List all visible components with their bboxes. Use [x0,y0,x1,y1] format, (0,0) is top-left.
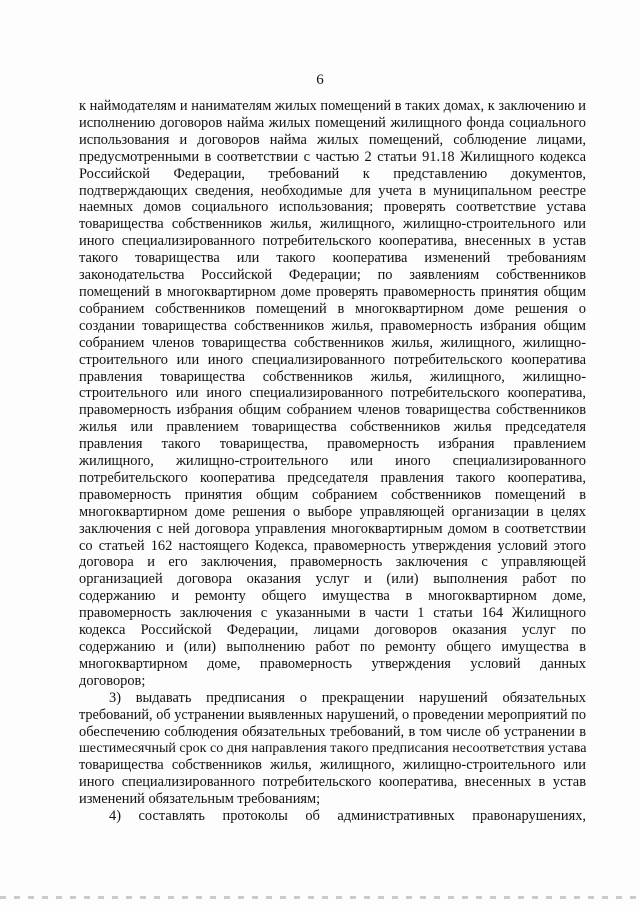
text-line: многоквартирном доме решения о выборе управляющей организации в целях [79,503,586,520]
text-line: иного специализированного потребительского кооператива, внесенных в устав [79,233,586,250]
text-line: требований, об устранении выявленных нарушений, о проведении мероприятий по [79,706,586,723]
text-line: законодательства Российской Федерации; по заявлениям собственников [79,267,586,284]
text-line: использования и договоров найма жилых помещений, соблюдение лицами, [79,131,586,148]
text-line: создании товарищества собственников жилья, правомерность избрания общим [79,317,586,334]
text-line: содержанию и (или) выполнению работ по ремонту общего имущества в [79,639,586,655]
text-line: предусмотренными в соответствии с частью 2 статьи 91.18 Жилищного кодекса [79,148,586,165]
text-line: содержанию и ремонту общего имущества в многоквартирном доме, [79,588,586,605]
text-line: жилья или правлением товарищества собственников жилья председателя [79,419,586,436]
text-line: собранием членов товарищества собственников жилья, жилищного, жилищно- [79,334,586,351]
text-line: 3) выдавать предписания о прекращении нарушений обязательных [109,689,586,706]
text-line: исполнению договоров найма жилых помещений жилищного фонда социального [79,114,586,131]
text-line: правомерность принятия общим собранием собственников помещений в [79,486,586,503]
text-line: к наймодателям и нанимателям жилых помещений в таких домах, к заключению и [79,98,586,114]
text-line: правомерность заключения с указанными в части 1 статьи 164 Жилищного [79,605,586,622]
page-number: 6 [316,72,324,88]
text-line: договоров; [79,672,146,689]
text-line: организацией договора оказания услуг и (или) выполнения работ по [79,571,586,588]
text-line: строительного или иного специализированного потребительского кооператива, [79,385,586,402]
text-line: обеспечению соблюдения обязательных требований, в том числе об устранении в [79,723,586,740]
text-line: многоквартирном доме, правомерность утверждения условий данных [79,655,586,672]
text-line: такого товарищества или такого кооператива изменений требованиям [79,250,586,267]
text-line: товарищества собственников жилья, жилищного, жилищно-строительного или [79,757,586,774]
scan-edge-artifact [0,896,640,899]
text-line: наемных домов социального использования; проверять соответствие устава [79,199,586,216]
text-line: заключения с ней договора управления многоквартирным домом в соответствии [79,520,586,537]
text-line: жилищного, жилищно-строительного или иного специализированного [79,453,586,470]
text-line: договора и его заключения, правомерность заключения с управляющей [79,554,586,571]
text-line: собранием собственников помещений в многоквартирном доме решения о [79,300,586,317]
text-line: помещений в многоквартирном доме проверять правомерность принятия общим [79,283,586,300]
text-line: правомерность избрания общим собранием членов товарищества собственников [79,402,586,419]
text-line: товарищества собственников жилья, жилищного, жилищно-строительного или [79,216,586,233]
text-line: иного специализированного потребительского кооператива, внесенных в устав [79,774,586,791]
text-line: правления такого товарищества, правомерность избрания правлением [79,436,586,453]
text-line: изменений обязательным требованиям; [79,791,321,808]
text-line: Российской Федерации, требований к представлению документов, [79,165,586,182]
text-line: 4) составлять протоколы об административных правонарушениях, [109,808,586,825]
document-body [79,98,586,825]
text-line: кодекса Российской Федерации, лицами договоров оказания услуг по [79,622,586,639]
text-line: строительного или иного специализированного потребительского кооператива [79,351,586,368]
text-line: со статьей 162 настоящего Кодекса, правомерность утверждения условий этого [79,537,586,554]
text-line: шестимесячный срок со дня направления такого предписания несоответствия устава [79,740,587,757]
text-line: подтверждающих сведения, необходимые для учета в муниципальном реестре [79,182,586,199]
text-line: правления товарищества собственников жилья, жилищного, жилищно- [79,368,586,385]
text-line: потребительского кооператива председателя правления такого кооператива, [79,469,586,486]
